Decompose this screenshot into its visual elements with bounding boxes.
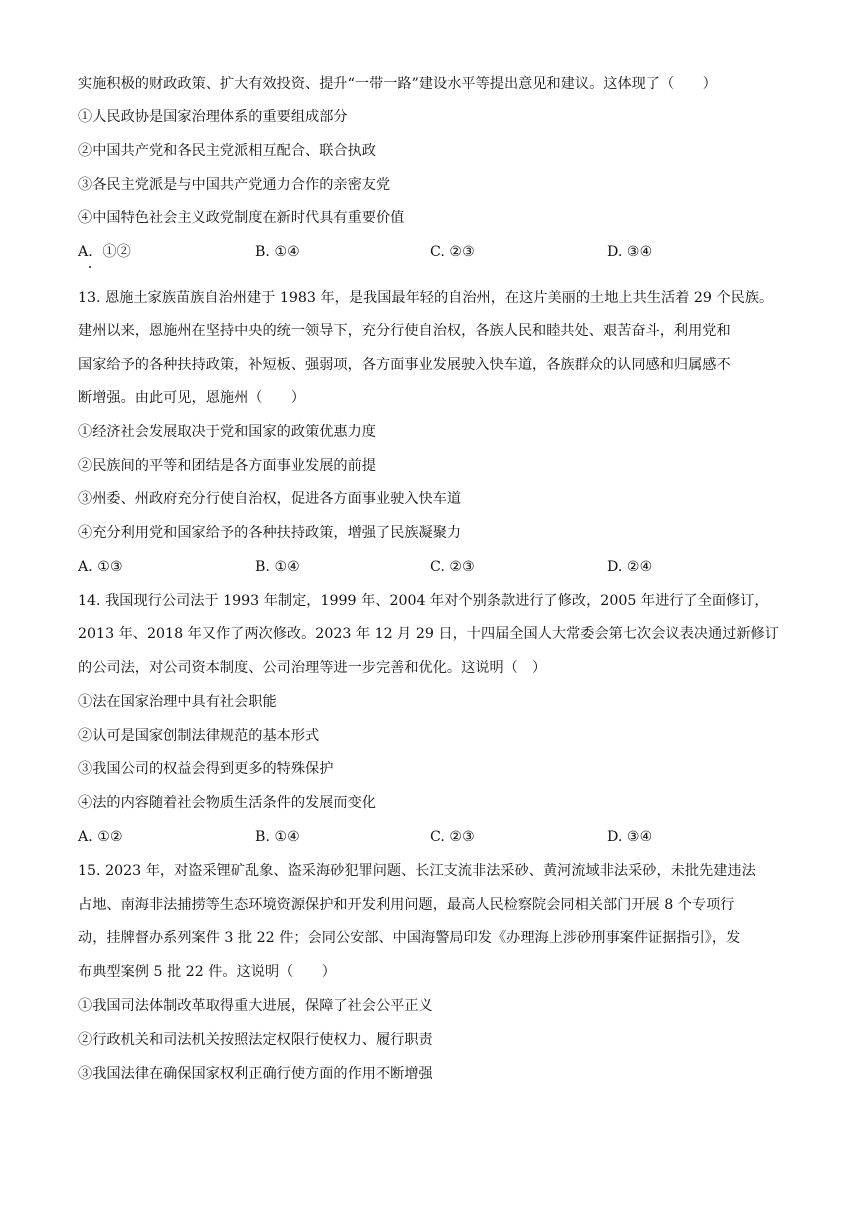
q13-item-1: ①经济社会发展取决于党和国家的政策优惠力度 [78,424,376,440]
q12-item-2: ②中国共产党和各民主党派相互配合、联合执政 [78,143,376,159]
q14-option-d: D. ③④ [607,829,653,845]
q14-option-a: A. ①② [78,829,123,845]
q13-stem-line-4: 断增强。由此可见，恩施州（ ） [78,390,306,406]
q12-option-b: B. ①④ [255,244,300,260]
q15-item-2: ②行政机关和司法机关按照法定权限行使权力、履行职责 [78,1032,433,1048]
q14-stem-line-3: 的公司法，对公司资本制度、公司治理等进一步完善和优化。这说明（ ） [78,660,547,676]
q12-item-4: ④中国特色社会主义政党制度在新时代具有重要价值 [78,210,405,226]
q13-options [78,557,778,577]
q13-stem-line-1: 13. 恩施土家族苗族自治州建于 1983 年，是我国最年轻的自治州，在这片美丽的土地上共生活着 29 个民族。 [78,290,774,306]
q13-option-d: D. ②④ [607,559,653,575]
q14-stem-line-1: 14. 我国现行公司法于 1993 年制定，1999 年、2004 年对个别条款进行了修改，2005 年进行了全面修订， [78,593,769,609]
q13-stem-line-2: 建州以来，恩施州在坚持中央的统一领导下，充分行使自治权，各族人民和睦共处、艰苦奋斗，利用党和 [78,323,731,339]
q13-option-c: C. ②③ [430,559,475,575]
q12-options [78,242,778,262]
q13-option-a: A. ①③ [78,559,123,575]
q15-stem-line-1: 15. 2023 年，对盗采锂矿乱象、盗采海砂犯罪问题、长江支流非法采砂、黄河流域非法采砂，未批先建违法 [78,863,756,879]
q15-stem-line-4: 布典型案例 5 批 22 件。这说明（ ） [78,964,336,980]
q14-item-1: ①法在国家治理中具有社会职能 [78,694,277,710]
q13-item-3: ③州委、州政府充分行使自治权，促进各方面事业驶入快车道 [78,491,462,507]
q14-item-3: ③我国公司的权益会得到更多的特殊保护 [78,761,334,777]
q15-item-1: ①我国司法体制改革取得重大进展，保障了社会公平正义 [78,998,433,1014]
q12-option-d: D. ③④ [607,244,653,260]
q12-item-1: ①人民政协是国家治理体系的重要组成部分 [78,109,348,125]
q14-options [78,827,778,847]
stray-dot-mark [89,266,91,268]
q14-item-2: ②认可是国家创制法律规范的基本形式 [78,728,320,744]
q12-option-a: A．①② [78,244,131,260]
q14-stem-line-2: 2013 年、2018 年又作了两次修改。2023 年 12 月 29 日，十四届全国人大常委会第七次会议表决通过新修订 [78,626,779,642]
q14-option-c: C. ②③ [430,829,475,845]
q15-stem-line-3: 动，挂牌督办系列案件 3 批 22 件；会同公安部、中国海警局印发《办理海上涉砂刑事案件证据指引》，发 [78,930,741,946]
q14-item-4: ④法的内容随着社会物质生活条件的发展而变化 [78,795,376,811]
q15-stem-line-2: 占地、南海非法捕捞等生态环境资源保护和开发利用问题，最高人民检察院会同相关部门开展 8 个专项行 [78,897,735,913]
q13-option-b: B. ①④ [255,559,300,575]
q13-stem-line-3: 国家给予的各种扶持政策，补短板、强弱项，各方面事业发展驶入快车道，各族群众的认同感和归属感不 [78,357,731,373]
q13-item-4: ④充分利用党和国家给予的各种扶持政策，增强了民族凝聚力 [78,525,462,541]
q15-item-3: ③我国法律在确保国家权利正确行使方面的作用不断增强 [78,1066,433,1082]
q14-option-b: B. ①④ [255,829,300,845]
q12-item-3: ③各民主党派是与中国共产党通力合作的亲密友党 [78,177,391,193]
q12-option-c: C. ②③ [430,244,475,260]
q13-item-2: ②民族间的平等和团结是各方面事业发展的前提 [78,458,376,474]
q12-stem-tail: 实施积极的财政政策、扩大有效投资、提升“一带一路”建设水平等提出意见和建议。这体现了（ ） [78,76,717,92]
